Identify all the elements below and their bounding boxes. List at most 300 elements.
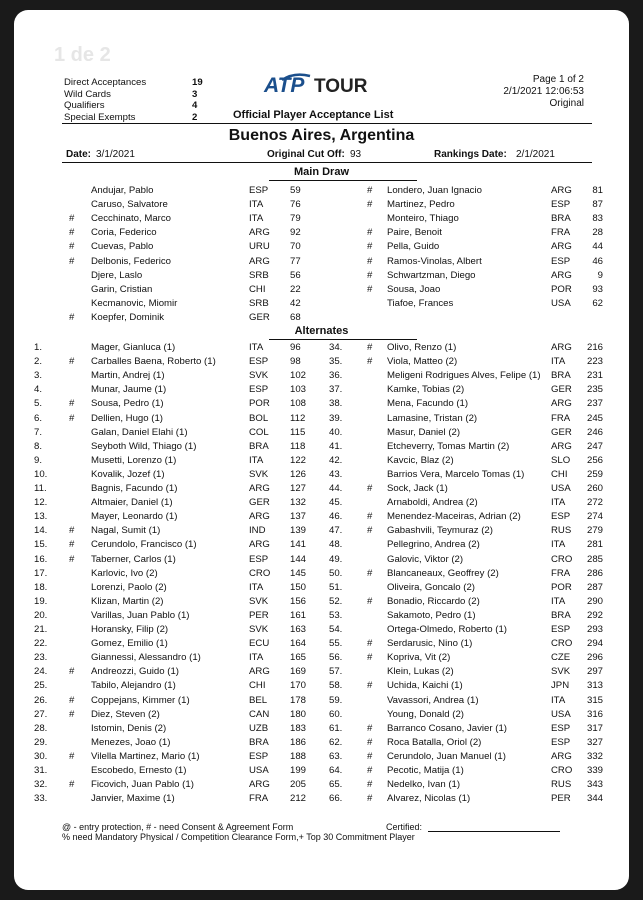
player-country: IND <box>249 525 266 537</box>
player-country: ITA <box>249 652 264 664</box>
player-country: BOL <box>249 412 269 424</box>
alternate-number: 51. <box>329 581 343 593</box>
player-rank: 212 <box>290 793 307 805</box>
alternate-number: 54. <box>329 624 343 635</box>
player-name: Munar, Jaume (1) <box>91 384 167 396</box>
player-name: Pellegrino, Andrea (2) <box>387 539 480 551</box>
player-name: Horansky, Filip (2) <box>91 624 169 635</box>
consent-mark: # <box>69 539 75 551</box>
alternate-number: 58. <box>329 680 343 692</box>
alternate-number: 22. <box>34 638 48 650</box>
consent-mark: # <box>367 483 373 494</box>
player-country: CRO <box>551 765 573 776</box>
player-country: RUS <box>551 779 572 791</box>
alternate-number: 42. <box>329 454 343 466</box>
alternate-row <box>14 609 629 623</box>
player-name: Schwartzman, Diego <box>387 269 476 281</box>
player-country: SRB <box>249 297 269 309</box>
main-draw-row <box>14 184 629 198</box>
player-rank: 144 <box>290 553 307 565</box>
player-name: Andreozzi, Guido (1) <box>91 666 179 678</box>
player-name: Ramos-Vinolas, Albert <box>387 255 482 267</box>
player-name: Taberner, Carlos (1) <box>91 553 176 565</box>
player-country: USA <box>551 483 571 494</box>
alternate-number: 65. <box>329 779 343 791</box>
count-label: Direct Acceptances <box>64 77 147 88</box>
player-rank: 126 <box>290 468 307 480</box>
alternate-number: 3. <box>34 370 43 382</box>
alternate-row <box>14 637 629 651</box>
player-country: CHI <box>249 283 266 295</box>
consent-mark: # <box>69 356 75 368</box>
player-name: Kavcic, Blaz (2) <box>387 454 454 466</box>
signature-line <box>428 831 560 832</box>
player-name: Kecmanovic, Miomir <box>91 297 178 309</box>
alternate-number: 16. <box>34 553 48 565</box>
alternate-number: 57. <box>329 666 343 678</box>
alternate-row <box>14 750 629 764</box>
player-country: CRO <box>551 553 573 565</box>
consent-mark: # <box>367 750 373 762</box>
player-rank: 297 <box>586 666 603 678</box>
player-name: Koepfer, Dominik <box>91 311 165 323</box>
player-country: CAN <box>249 708 270 720</box>
consent-mark: # <box>367 722 373 734</box>
player-name: Gabashvili, Teymuraz (2) <box>387 525 493 537</box>
player-rank: 231 <box>586 370 603 382</box>
player-country: POR <box>249 398 270 410</box>
alternates-heading: Alternates <box>294 325 349 337</box>
player-country: ECU <box>249 638 270 650</box>
alternate-number: 60. <box>329 708 343 720</box>
alternate-number: 25. <box>34 680 48 692</box>
player-rank: 247 <box>586 440 603 452</box>
alternate-row <box>14 397 629 411</box>
player-name: Vavassori, Andrea (1) <box>387 694 479 706</box>
alternate-number: 24. <box>34 666 48 678</box>
atp-logo-graphic <box>262 70 392 98</box>
alternate-row <box>14 454 629 468</box>
alternate-number: 10. <box>34 468 48 480</box>
player-country: JPN <box>551 680 570 692</box>
player-rank: 161 <box>290 609 307 621</box>
player-rank: 112 <box>290 412 306 424</box>
player-name: Sock, Jack (1) <box>387 483 448 494</box>
count-value: 2 <box>192 111 198 123</box>
player-country: BRA <box>249 440 269 452</box>
player-rank: 139 <box>290 525 307 537</box>
alternate-number: 55. <box>329 638 343 650</box>
consent-mark: # <box>367 199 373 211</box>
player-name: Monteiro, Thiago <box>387 213 459 225</box>
player-name: Klein, Lukas (2) <box>387 666 454 678</box>
player-rank: 199 <box>290 765 307 776</box>
player-name: Nedelko, Ivan (1) <box>387 779 461 791</box>
consent-mark: # <box>367 652 373 664</box>
alternate-number: 45. <box>329 497 343 509</box>
alternate-row <box>14 553 629 567</box>
player-country: FRA <box>249 793 269 805</box>
player-country: UZB <box>249 722 269 734</box>
player-name: Karlovic, Ivo (2) <box>91 567 158 579</box>
alternate-number: 20. <box>34 609 48 621</box>
player-name: Mayer, Leonardo (1) <box>91 511 178 523</box>
player-name: Mena, Facundo (1) <box>387 398 469 410</box>
player-country: CRO <box>551 638 573 650</box>
count-label: Wild Cards <box>64 88 111 100</box>
player-name: Serdarusic, Nino (1) <box>387 638 473 650</box>
player-country: ARG <box>249 539 270 551</box>
player-rank: 285 <box>586 553 603 565</box>
alternate-row <box>14 468 629 482</box>
version-label: Original <box>549 98 584 109</box>
player-name: Galan, Daniel Elahi (1) <box>91 426 188 438</box>
player-country: ARG <box>551 185 572 196</box>
consent-mark: # <box>69 311 75 323</box>
alternate-row <box>14 355 629 369</box>
count-label: Qualifiers <box>64 100 105 111</box>
player-country: ESP <box>249 356 269 368</box>
consent-mark: # <box>367 283 373 295</box>
player-rank: 68 <box>290 311 301 323</box>
certified-label: Certified: <box>386 822 423 832</box>
alternate-number: 28. <box>34 722 48 734</box>
player-name: Menezes, Joao (1) <box>91 736 171 748</box>
cutoff-value: 93 <box>350 149 362 160</box>
alternate-row <box>14 538 629 552</box>
alternate-number: 12. <box>34 497 48 509</box>
alternate-number: 36. <box>329 370 343 382</box>
atp-tour-logo <box>262 70 392 98</box>
alternate-number: 23. <box>34 652 48 664</box>
consent-mark: # <box>367 779 373 791</box>
player-country: USA <box>551 708 571 720</box>
divider <box>62 123 592 124</box>
player-name: Cecchinato, Marco <box>91 213 171 225</box>
alternate-row <box>14 510 629 524</box>
player-rank: 22 <box>290 283 301 295</box>
consent-mark: # <box>367 793 373 805</box>
player-rank: 327 <box>586 736 603 748</box>
player-rank: 9 <box>597 269 603 281</box>
cutoff-label: Original Cut Off: <box>267 149 345 160</box>
player-rank: 28 <box>592 227 603 239</box>
player-name: Ortega-Olmedo, Roberto (1) <box>387 624 507 635</box>
consent-mark: # <box>367 511 373 523</box>
player-name: Martin, Andrej (1) <box>91 370 165 382</box>
player-country: SVK <box>249 624 269 635</box>
alternate-number: 27. <box>34 708 48 720</box>
player-rank: 315 <box>586 694 603 706</box>
player-country: BRA <box>551 213 571 225</box>
player-country: ARG <box>249 666 270 678</box>
player-country: CHI <box>551 468 568 480</box>
player-name: Musetti, Lorenzo (1) <box>91 454 177 466</box>
player-country: FRA <box>551 227 571 239</box>
player-country: ESP <box>551 199 571 211</box>
alternate-row <box>14 482 629 496</box>
player-rank: 188 <box>290 750 307 762</box>
player-rank: 93 <box>592 283 603 295</box>
heading-underline <box>269 180 417 181</box>
player-name: Kamke, Tobias (2) <box>387 384 465 396</box>
alternate-number: 47. <box>329 525 343 537</box>
player-rank: 46 <box>592 255 603 267</box>
player-name: Sousa, Joao <box>387 283 441 295</box>
player-country: ARG <box>551 342 572 353</box>
alternate-number: 44. <box>329 483 343 494</box>
player-name: Cuevas, Pablo <box>91 241 154 253</box>
date-value: 3/1/2021 <box>96 149 135 160</box>
consent-mark: # <box>367 567 373 579</box>
alternate-number: 61. <box>329 722 343 734</box>
player-name: Alvarez, Nicolas (1) <box>387 793 471 805</box>
player-rank: 156 <box>290 595 307 607</box>
player-country: ESP <box>551 722 571 734</box>
player-name: Roca Batalla, Oriol (2) <box>387 736 482 748</box>
consent-mark: # <box>69 412 75 424</box>
player-name: Coria, Federico <box>91 227 157 239</box>
main-draw-heading: Main Draw <box>293 166 349 178</box>
player-rank: 56 <box>290 269 301 281</box>
main-draw-row <box>14 283 629 297</box>
alternate-row <box>14 369 629 383</box>
player-country: ESP <box>249 750 269 762</box>
player-country: ESP <box>249 384 269 396</box>
player-name: Lamasine, Tristan (2) <box>387 412 478 424</box>
player-rank: 292 <box>586 609 603 621</box>
player-country: ESP <box>551 736 571 748</box>
list-title: Official Player Acceptance List <box>233 109 394 121</box>
player-country: USA <box>551 297 571 309</box>
player-name: Oliveira, Goncalo (2) <box>387 581 475 593</box>
alternate-row <box>14 440 629 454</box>
main-draw-row <box>14 198 629 212</box>
alternate-number: 59. <box>329 694 343 706</box>
player-rank: 169 <box>290 666 307 678</box>
alternate-number: 17. <box>34 567 48 579</box>
alternate-number: 33. <box>34 793 48 805</box>
alternate-number: 13. <box>34 511 48 523</box>
player-name: Nagal, Sumit (1) <box>91 525 161 537</box>
alternate-number: 15. <box>34 539 48 551</box>
consent-mark: # <box>69 708 75 720</box>
player-rank: 108 <box>290 398 307 410</box>
player-name: Bonadio, Riccardo (2) <box>387 595 480 607</box>
consent-mark: # <box>367 638 373 650</box>
player-country: CRO <box>249 567 271 579</box>
player-rank: 70 <box>290 241 301 253</box>
player-name: Klizan, Martin (2) <box>91 595 164 607</box>
main-draw-row <box>14 255 629 269</box>
player-rank: 344 <box>586 793 603 805</box>
alternate-row <box>14 524 629 538</box>
count-value: 4 <box>192 100 198 111</box>
player-rank: 132 <box>290 497 307 509</box>
consent-mark: # <box>69 213 75 225</box>
alternate-row <box>14 736 629 750</box>
atp-logo-text: ATP <box>264 74 305 97</box>
player-country: RUS <box>551 525 572 537</box>
player-rank: 127 <box>290 483 307 494</box>
player-name: Gomez, Emilio (1) <box>91 638 168 650</box>
player-country: BEL <box>249 694 268 706</box>
consent-mark: # <box>367 525 373 537</box>
consent-mark: # <box>367 227 373 239</box>
player-country: ARG <box>249 255 270 267</box>
consent-mark: # <box>367 356 373 368</box>
player-rank: 317 <box>586 722 603 734</box>
player-rank: 332 <box>586 750 603 762</box>
player-rank: 343 <box>586 779 603 791</box>
player-country: GER <box>249 311 270 323</box>
alternate-number: 8. <box>34 440 43 452</box>
alternate-number: 48. <box>329 539 343 551</box>
consent-mark: # <box>69 255 75 267</box>
alternate-row <box>14 623 629 637</box>
player-rank: 81 <box>592 185 603 196</box>
player-rank: 170 <box>290 680 307 692</box>
player-name: Lorenzi, Paolo (2) <box>91 581 167 593</box>
player-rank: 287 <box>586 581 603 593</box>
player-rank: 216 <box>586 342 603 353</box>
player-country: ITA <box>551 595 566 607</box>
alternate-number: 39. <box>329 412 343 424</box>
player-rank: 272 <box>586 497 603 509</box>
player-name: Tabilo, Alejandro (1) <box>91 680 176 692</box>
alternate-number: 41. <box>329 440 343 452</box>
alternate-number: 56. <box>329 652 343 664</box>
player-name: Arnaboldi, Andrea (2) <box>387 497 478 509</box>
player-name: Young, Donald (2) <box>387 708 464 720</box>
player-rank: 77 <box>290 255 301 267</box>
player-country: COL <box>249 426 269 438</box>
player-country: POR <box>551 283 572 295</box>
player-rank: 245 <box>586 412 603 424</box>
player-rank: 103 <box>290 384 307 396</box>
player-rank: 118 <box>290 440 306 452</box>
consent-mark: # <box>367 342 373 353</box>
alternate-number: 49. <box>329 553 343 565</box>
player-country: ARG <box>249 227 270 239</box>
player-country: ITA <box>551 694 566 706</box>
player-name: Olivo, Renzo (1) <box>387 342 457 353</box>
player-rank: 164 <box>290 638 307 650</box>
consent-mark: # <box>69 553 75 565</box>
ghost-page-indicator: 1 de 2 <box>54 44 111 66</box>
alternate-number: 1. <box>34 342 43 353</box>
consent-mark: # <box>367 765 373 776</box>
player-rank: 150 <box>290 581 307 593</box>
date-label: Date: <box>66 149 92 160</box>
alternate-number: 30. <box>34 750 48 762</box>
count-value: 3 <box>192 88 198 100</box>
player-country: ARG <box>551 750 572 762</box>
player-name: Djere, Laslo <box>91 269 143 281</box>
alternate-number: 32. <box>34 779 48 791</box>
alternate-row <box>14 567 629 581</box>
player-name: Caruso, Salvatore <box>91 199 168 211</box>
alternate-number: 7. <box>34 426 43 438</box>
main-draw-row <box>14 297 629 311</box>
consent-mark: # <box>367 736 373 748</box>
player-rank: 62 <box>592 297 603 309</box>
player-country: ARG <box>551 440 572 452</box>
consent-mark: # <box>69 779 75 791</box>
footer-legend-1: @ - entry protection, # - need Consent & Agreement Form <box>62 822 294 832</box>
consent-mark: # <box>69 525 75 537</box>
alternate-row <box>14 595 629 609</box>
alternate-row <box>14 722 629 736</box>
player-country: BRA <box>551 609 571 621</box>
alternate-row <box>14 496 629 510</box>
player-rank: 260 <box>586 483 603 494</box>
alternate-row <box>14 694 629 708</box>
alternate-number: 37. <box>329 384 343 396</box>
alternate-number: 26. <box>34 694 48 706</box>
player-name: Sousa, Pedro (1) <box>91 398 164 410</box>
consent-mark: # <box>69 666 75 678</box>
player-name: Viola, Matteo (2) <box>387 356 458 368</box>
timestamp: 2/1/2021 12:06:53 <box>503 86 584 97</box>
player-name: Blancaneaux, Geoffrey (2) <box>387 567 499 579</box>
player-name: Andujar, Pablo <box>91 185 154 196</box>
player-name: Coppejans, Kimmer (1) <box>91 694 190 706</box>
player-name: Barranco Cosano, Javier (1) <box>387 722 507 734</box>
player-country: ITA <box>249 199 264 211</box>
alternate-row <box>14 679 629 693</box>
alternate-number: 46. <box>329 511 343 523</box>
alternate-number: 18. <box>34 581 48 593</box>
consent-mark: # <box>367 185 373 196</box>
player-rank: 76 <box>290 199 301 211</box>
alternate-number: 43. <box>329 468 343 480</box>
alternate-number: 50. <box>329 567 343 579</box>
player-rank: 96 <box>290 342 301 353</box>
player-name: Kovalik, Jozef (1) <box>91 468 165 480</box>
alternate-number: 63. <box>329 750 343 762</box>
alternate-number: 14. <box>34 525 48 537</box>
alternate-number: 4. <box>34 384 43 396</box>
player-rank: 180 <box>290 708 307 720</box>
player-rank: 165 <box>290 652 307 664</box>
player-country: SVK <box>551 666 571 678</box>
player-country: ITA <box>249 342 264 353</box>
player-country: ARG <box>249 779 270 791</box>
player-rank: 83 <box>592 213 603 225</box>
alternate-number: 6. <box>34 412 43 424</box>
consent-mark: # <box>69 241 75 253</box>
player-rank: 183 <box>290 722 307 734</box>
player-country: ARG <box>551 241 572 253</box>
page-number: Page 1 of 2 <box>532 74 584 85</box>
consent-mark: # <box>367 595 373 607</box>
player-country: BRA <box>551 370 571 382</box>
player-rank: 256 <box>586 454 603 466</box>
alternate-number: 66. <box>329 793 343 805</box>
player-name: Barrios Vera, Marcelo Tomas (1) <box>387 468 525 480</box>
player-country: ESP <box>249 185 269 196</box>
player-name: Vilella Martinez, Mario (1) <box>91 750 200 762</box>
player-country: ARG <box>249 483 270 494</box>
alternate-row <box>14 581 629 595</box>
player-country: PER <box>249 609 269 621</box>
player-rank: 163 <box>290 624 307 635</box>
alternate-row <box>14 708 629 722</box>
player-country: ARG <box>551 398 572 410</box>
alternate-number: 11. <box>34 483 47 494</box>
player-name: Diez, Steven (2) <box>91 708 160 720</box>
